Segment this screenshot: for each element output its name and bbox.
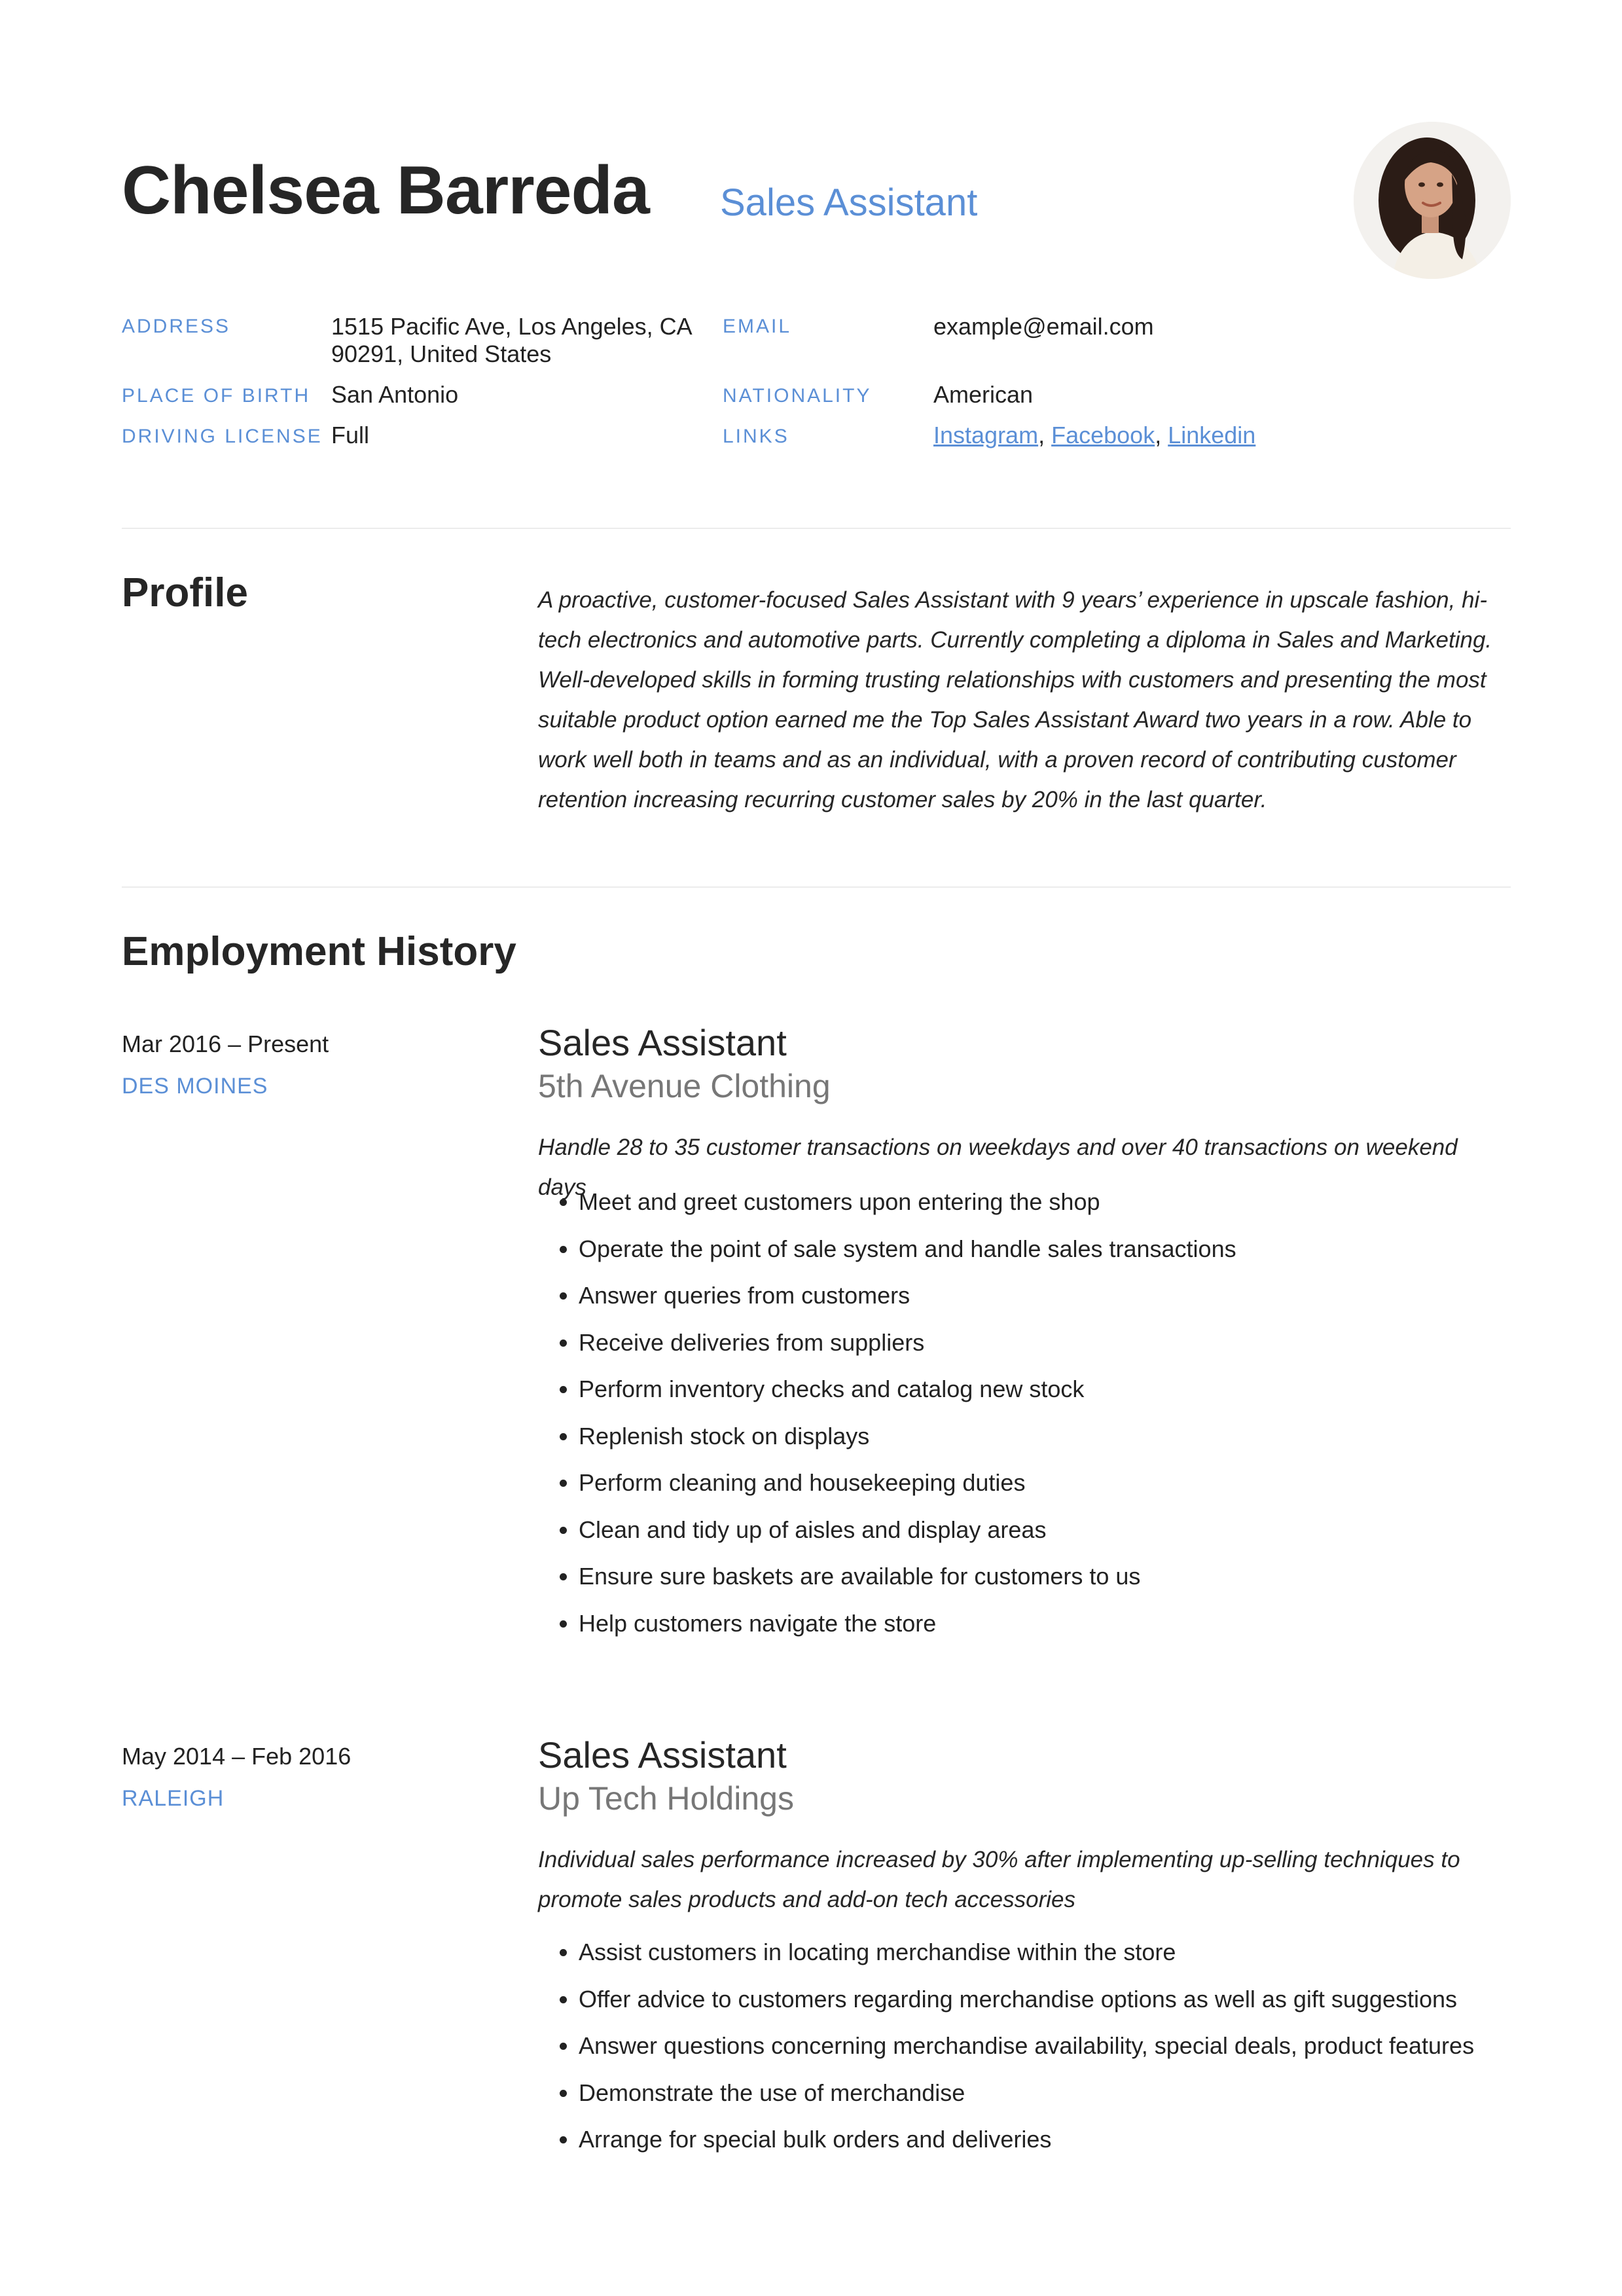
profile-photo-icon (1354, 122, 1511, 279)
profile-heading: Profile (122, 570, 248, 615)
divider (122, 886, 1511, 888)
employment-heading: Employment History (122, 929, 516, 974)
job-summary: Handle 28 to 35 customer transactions on weekdays and over 40 transactions on weekend days (538, 1135, 1458, 1200)
personal-details (122, 313, 1511, 457)
list-item: • Help customers navigate the store (579, 1600, 1511, 1647)
birth-value: San Antonio (331, 381, 459, 408)
list-item: • Demonstrate the use of merchandise (579, 2069, 1511, 2117)
list-item: • Answer questions concerning merchandise availability, special deals, product features (579, 2022, 1511, 2069)
job-company: Up Tech Holdings (538, 1780, 794, 1817)
profile-summary: A proactive, customer-focused Sales Assistant with 9 years’ experience in upscale fashion, hi-tech electronics and automotive parts. Currently completing a diploma in Sales and Marketing. Well-developed skills in forming trusting relationships with customers and presenting the most suitable product option earned me the Top Sales Assistant Award two years in a row. Able to work well both in teams and as an individual, with a proven record of contributing customer retention increasing recurring customer sales by 20% in the last quarter. (538, 587, 1492, 812)
address-value (331, 313, 693, 368)
links-label: LINKS (723, 426, 789, 447)
avatar (1354, 122, 1511, 279)
address-line-2: 90291, United States (331, 340, 552, 367)
job-duties (538, 1178, 1511, 1647)
list-item: • Arrange for special bulk orders and deliveries (579, 2116, 1511, 2163)
address-line-1: 1515 Pacific Ave, Los Angeles, CA (331, 313, 693, 340)
address-label: ADDRESS (122, 316, 231, 337)
job-title: Sales Assistant (538, 1022, 787, 1063)
link-separator: , (1038, 422, 1052, 448)
list-item: • Answer queries from customers (579, 1272, 1511, 1319)
list-item: • Perform inventory checks and catalog new stock (579, 1366, 1511, 1413)
email-value: example@email.com (933, 313, 1154, 340)
list-item: • Clean and tidy up of aisles and display areas (579, 1506, 1511, 1554)
birth-label: PLACE OF BIRTH (122, 385, 311, 407)
job-city: RALEIGH (122, 1786, 225, 1811)
list-item: • Meet and greet customers upon entering the shop (579, 1178, 1511, 1226)
job-headline: Sales Assistant (720, 181, 978, 224)
candidate-name: Chelsea Barreda (122, 153, 649, 228)
instagram-link[interactable]: Instagram (933, 422, 1039, 448)
list-item: • Operate the point of sale system and handle sales transactions (579, 1226, 1511, 1273)
license-label: DRIVING LICENSE (122, 426, 323, 447)
nationality-label: NATIONALITY (723, 385, 872, 407)
job-city: DES MOINES (122, 1074, 268, 1099)
list-item: • Replenish stock on displays (579, 1413, 1511, 1460)
job-company: 5th Avenue Clothing (538, 1068, 831, 1104)
facebook-link[interactable]: Facebook (1051, 422, 1155, 448)
job-title: Sales Assistant (538, 1734, 787, 1776)
email-label: EMAIL (723, 316, 792, 337)
list-item: • Receive deliveries from suppliers (579, 1319, 1511, 1366)
list-item: • Ensure sure baskets are available for customers to us (579, 1553, 1511, 1600)
job-summary: Individual sales performance increased by 30% after implementing up-selling techniques to promote sales products and add-on tech accessories (538, 1847, 1460, 1912)
linkedin-link[interactable]: Linkedin (1168, 422, 1256, 448)
job-dates: May 2014 – Feb 2016 (122, 1743, 351, 1770)
list-item: • Perform cleaning and housekeeping duties (579, 1459, 1511, 1506)
divider (122, 528, 1511, 529)
job-duties (538, 1929, 1511, 2163)
links-list (933, 422, 1255, 449)
list-item: • Offer advice to customers regarding merchandise options as well as gift suggestions (579, 1976, 1511, 2023)
job-dates: Mar 2016 – Present (122, 1030, 329, 1057)
list-item: • Assist customers in locating merchandise within the store (579, 1929, 1511, 1976)
nationality-value: American (933, 381, 1034, 408)
license-value: Full (331, 422, 370, 448)
link-separator: , (1155, 422, 1168, 448)
